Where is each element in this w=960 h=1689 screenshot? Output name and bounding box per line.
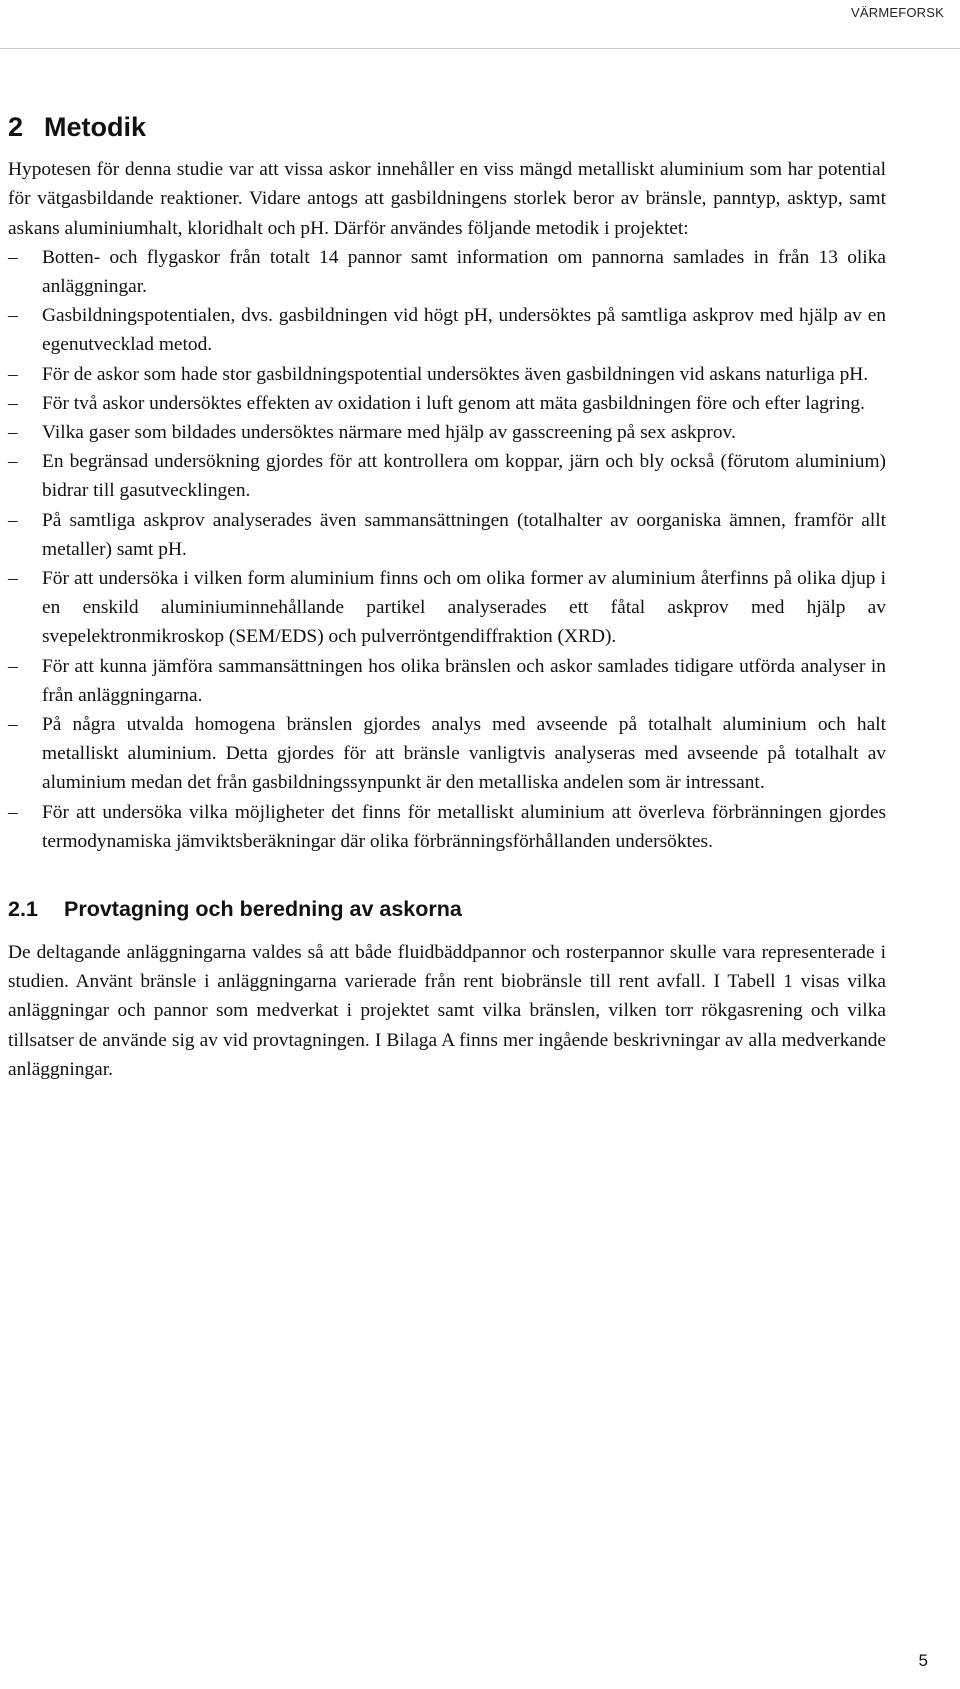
section-intro: Hypotesen för denna studie var att vissa askor innehåller en viss mängd metalliskt aluminium som har potential för vätgasbildande reaktioner. Vidare antogs att gasbildningens storlek beror av bränsle, panntyp, asktyp, samt askans aluminiumhalt, kloridhalt och pH. Därför användes följande metodik i projektet:	[8, 159, 886, 239]
subsection-number: 2.1	[8, 896, 38, 921]
dash-bullet: –	[8, 509, 18, 531]
dash-bullet: –	[8, 392, 18, 414]
list-item: – För att undersöka i vilken form aluminium finns och om olika former av aluminium återfinns på olika djup i en enskild aluminiuminnehållande partikel analyserades ett fåtal askprov med hjälp av svepelektronmikroskop (SEM/EDS) och pulverröntgendiffraktion (XRD).	[8, 564, 886, 652]
section-number: 2	[8, 112, 24, 142]
dash-bullet: –	[8, 363, 18, 385]
list-item: – På några utvalda homogena bränslen gjordes analys med avseende på totalhalt aluminium och halt metalliskt aluminium. Detta gjordes för att bränsle vanligtvis analyseras med avseende på totalhalt av aluminium medan det från gasbildningssynpunkt är den metalliska andelen som är intressant.	[8, 710, 886, 798]
list-item: – För att kunna jämföra sammansättningen hos olika bränslen och askor samlades tidigare utförda analyser in från anläggningarna.	[8, 652, 886, 710]
subsection-heading	[8, 896, 886, 924]
list-item: – En begränsad undersökning gjordes för att kontrollera om koppar, järn och bly också (förutom aluminium) bidrar till gasutvecklingen.	[8, 447, 886, 505]
list-item: – För två askor undersöktes effekten av oxidation i luft genom att mäta gasbildningen före och efter lagring.	[8, 389, 886, 418]
method-list	[8, 243, 886, 856]
page-header	[0, 0, 960, 49]
section-heading	[8, 110, 886, 145]
dash-bullet: –	[8, 801, 18, 823]
document-body	[8, 110, 886, 1084]
dash-bullet: –	[8, 246, 18, 268]
list-item: – För de askor som hade stor gasbildningspotential undersöktes även gasbildningen vid askans naturliga pH.	[8, 360, 886, 389]
dash-bullet: –	[8, 713, 18, 735]
subsection-paragraph: De deltagande anläggningarna valdes så att både fluidbäddpannor och rosterpannor skulle vara representerade i studien. Använt bränsle i anläggningarna varierade från rent biobränsle till rent avfall. I Tabell 1 visas vilka anläggningar och pannor som medverkat i projektet samt vilka bränslen, vilken torr rökgasrening och vilka tillsatser de använde sig av vid provtagningen. I Bilaga A finns mer ingående beskrivningar av alla medverkande anläggningar.	[8, 941, 886, 1080]
dash-bullet: –	[8, 305, 18, 327]
dash-bullet: –	[8, 655, 18, 677]
list-item: – På samtliga askprov analyserades även sammansättningen (totalhalter av oorganiska ämnen, framför allt metaller) samt pH.	[8, 506, 886, 564]
list-item: – Gasbildningspotentialen, dvs. gasbildningen vid högt pH, undersöktes på samtliga askprov med hjälp av en egenutvecklad metod.	[8, 301, 886, 359]
subsection-title: Provtagning och beredning av askorna	[64, 896, 462, 921]
list-item: – Vilka gaser som bildades undersöktes närmare med hjälp av gasscreening på sex askprov.	[8, 418, 886, 447]
list-item: – För att undersöka vilka möjligheter det finns för metalliskt aluminium att överleva förbränningen gjordes termodynamiska jämviktsberäkningar där olika förbränningsförhållanden undersöktes.	[8, 798, 886, 856]
header-organization: VÄRMEFORSK	[850, 5, 944, 20]
page-number: 5	[918, 1651, 928, 1670]
dash-bullet: –	[8, 451, 18, 473]
dash-bullet: –	[8, 567, 18, 589]
list-item: – Botten- och flygaskor från totalt 14 pannor samt information om pannorna samlades in från 13 olika anläggningar.	[8, 243, 886, 301]
section-title: Metodik	[44, 112, 147, 142]
dash-bullet: –	[8, 421, 18, 443]
